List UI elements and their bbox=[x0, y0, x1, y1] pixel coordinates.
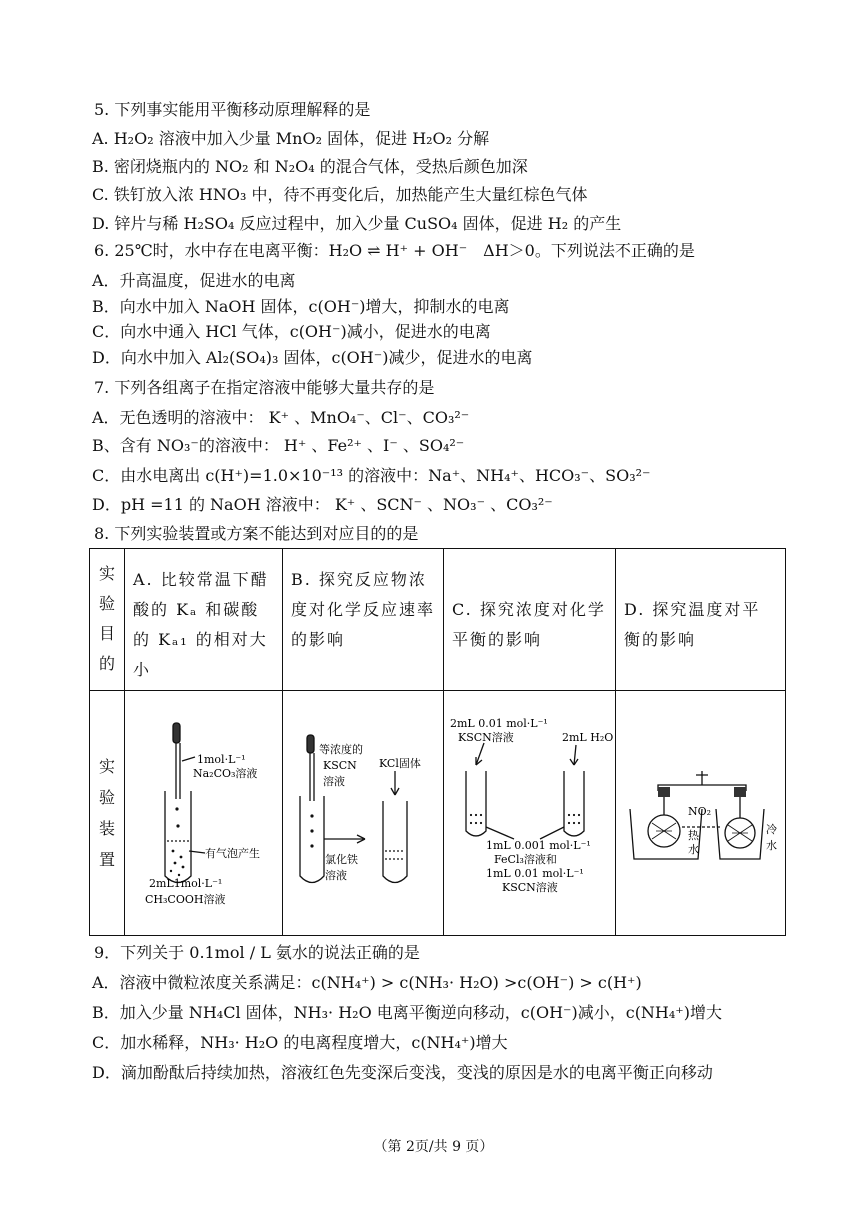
label-d3: 水 bbox=[688, 843, 699, 856]
label-c6: 1mL 0.01 mol·L⁻¹ bbox=[486, 867, 584, 880]
q9-option-d: D．滴加酚酞后持续加热，溶液红色先变深后变浅，变浅的原因是水的电离平衡正向移动 bbox=[92, 1063, 713, 1082]
dropper-bulb-a bbox=[173, 723, 180, 743]
stopcock bbox=[696, 771, 708, 779]
q7-stem: 7. 下列各组离子在指定溶液中能够大量共存的是 bbox=[94, 378, 435, 397]
label-a2: Na₂CO₃溶液 bbox=[193, 767, 258, 780]
label-d5: 水 bbox=[766, 839, 777, 852]
q5-option-c: C. 铁钉放入浓 HNO₃ 中，待不再变化后，加热能产生大量红棕色气体 bbox=[92, 185, 588, 204]
q9-stem: 9．下列关于 0.1mol / L 氨水的说法正确的是 bbox=[94, 943, 420, 962]
test-tube-c1 bbox=[466, 771, 486, 836]
q5-option-b: B. 密闭烧瓶内的 NO₂ 和 N₂O₄ 的混合气体，受热后颜色加深 bbox=[92, 157, 528, 176]
apparatus-header-cell bbox=[90, 691, 125, 936]
q9-option-c: C．加水稀释，NH₃· H₂O 的电离程度增大，c(NH₄⁺)增大 bbox=[92, 1033, 508, 1052]
label-b6: 溶液 bbox=[325, 869, 347, 882]
apparatus-c bbox=[444, 691, 616, 936]
apparatus-d bbox=[616, 691, 786, 936]
experiment-table bbox=[89, 548, 786, 936]
q5-option-a: A. H₂O₂ 溶液中加入少量 MnO₂ 固体，促进 H₂O₂ 分解 bbox=[92, 129, 490, 148]
q6-option-b: B．向水中加入 NaOH 固体，c(OH⁻)增大，抑制水的电离 bbox=[92, 297, 510, 316]
label-c7: KSCN溶液 bbox=[502, 881, 558, 894]
q5-stem: 5. 下列事实能用平衡移动原理解释的是 bbox=[94, 100, 371, 119]
test-tube-c2 bbox=[564, 771, 584, 836]
purpose-a: A. 比较常温下醋酸的 Kₐ 和碳酸的 Kₐ₁ 的相对大小 bbox=[125, 549, 283, 691]
purpose-b: B. 探究反应物浓度对化学反应速率的影响 bbox=[283, 549, 444, 691]
q7-option-d: D．pH =11 的 NaOH 溶液中： K⁺ 、SCN⁻ 、NO₃⁻ 、CO₃²⁻ bbox=[92, 495, 553, 514]
apparatus-header: 实验装置 bbox=[98, 757, 115, 869]
page-footer: （第 2页/共 9 页） bbox=[373, 1139, 494, 1155]
q7-option-c: C．由水电离出 c(H⁺)=1.0×10⁻¹³ 的溶液中：Na⁺、NH₄⁺、HCO₃⁻、SO₃²⁻ bbox=[92, 466, 651, 485]
q6-option-d: D．向水中加入 Al₂(SO₄)₃ 固体，c(OH⁻)减少，促进水的电离 bbox=[92, 348, 533, 367]
apparatus-a bbox=[125, 691, 283, 936]
purpose-c: C. 探究浓度对化学平衡的影响 bbox=[444, 549, 616, 691]
label-b3: 溶液 bbox=[323, 775, 345, 788]
label-d1: NO₂ bbox=[688, 805, 712, 818]
label-d2: 热 bbox=[688, 829, 699, 842]
label-c5: FeCl₃溶液和 bbox=[494, 853, 557, 866]
dropper-bulb-b bbox=[307, 735, 314, 753]
q7-option-a: A．无色透明的溶液中： K⁺ 、MnO₄⁻、Cl⁻、CO₃²⁻ bbox=[92, 408, 470, 427]
label-b5: 氯化铁 bbox=[325, 853, 358, 866]
label-c3: 2mL H₂O bbox=[562, 731, 614, 744]
q6-option-c: C．向水中通入 HCl 气体，c(OH⁻)减小，促进水的电离 bbox=[92, 322, 491, 341]
q8-stem: 8. 下列实验装置或方案不能达到对应目的的是 bbox=[94, 524, 419, 543]
label-a4: 2mL1mol·L⁻¹ bbox=[149, 877, 223, 890]
q9-option-a: A．溶液中微粒浓度关系满足：c(NH₄⁺) > c(NH₃· H₂O) >c(OH⁻) > c(H⁺) bbox=[92, 973, 642, 992]
q9-option-b: B．加入少量 NH₄Cl 固体，NH₃· H₂O 电离平衡逆向移动，c(OH⁻)减小，c(NH₄⁺)增大 bbox=[92, 1003, 722, 1022]
label-c1: 2mL 0.01 mol·L⁻¹ bbox=[450, 717, 548, 730]
label-b1: 等浓度的 bbox=[319, 743, 363, 756]
test-tube-a bbox=[165, 791, 191, 883]
test-tube-b1 bbox=[300, 796, 324, 883]
purpose-header: 实验目的 bbox=[98, 564, 115, 673]
purpose-d: D. 探究温度对平衡的影响 bbox=[616, 549, 786, 691]
q6-stem: 6. 25℃时，水中存在电离平衡：H₂O ⇌ H⁺ + OH⁻ ΔH＞0。下列说法不正确的是 bbox=[94, 241, 695, 260]
test-tube-b2 bbox=[383, 801, 407, 883]
label-c2: KSCN溶液 bbox=[458, 731, 514, 744]
label-b4: KCl固体 bbox=[379, 757, 421, 770]
q5-option-d: D. 锌片与稀 H₂SO₄ 反应过程中，加入少量 CuSO₄ 固体，促进 H₂ 的产生 bbox=[92, 214, 622, 233]
apparatus-b bbox=[283, 691, 444, 936]
q7-option-b: B、含有 NO₃⁻的溶液中： H⁺ 、Fe²⁺ 、I⁻ 、SO₄²⁻ bbox=[92, 436, 465, 455]
label-a3: 有气泡产生 bbox=[205, 847, 260, 860]
label-a5: CH₃COOH溶液 bbox=[145, 893, 226, 906]
label-b2: KSCN bbox=[323, 759, 357, 772]
label-c4: 1mL 0.001 mol·L⁻¹ bbox=[486, 839, 591, 852]
label-d4: 冷 bbox=[766, 823, 777, 836]
connecting-tube bbox=[658, 785, 746, 791]
label-a1: 1mol·L⁻¹ bbox=[197, 753, 246, 766]
purpose-header-cell bbox=[90, 549, 125, 691]
q6-option-a: A．升高温度，促进水的电离 bbox=[92, 271, 296, 290]
